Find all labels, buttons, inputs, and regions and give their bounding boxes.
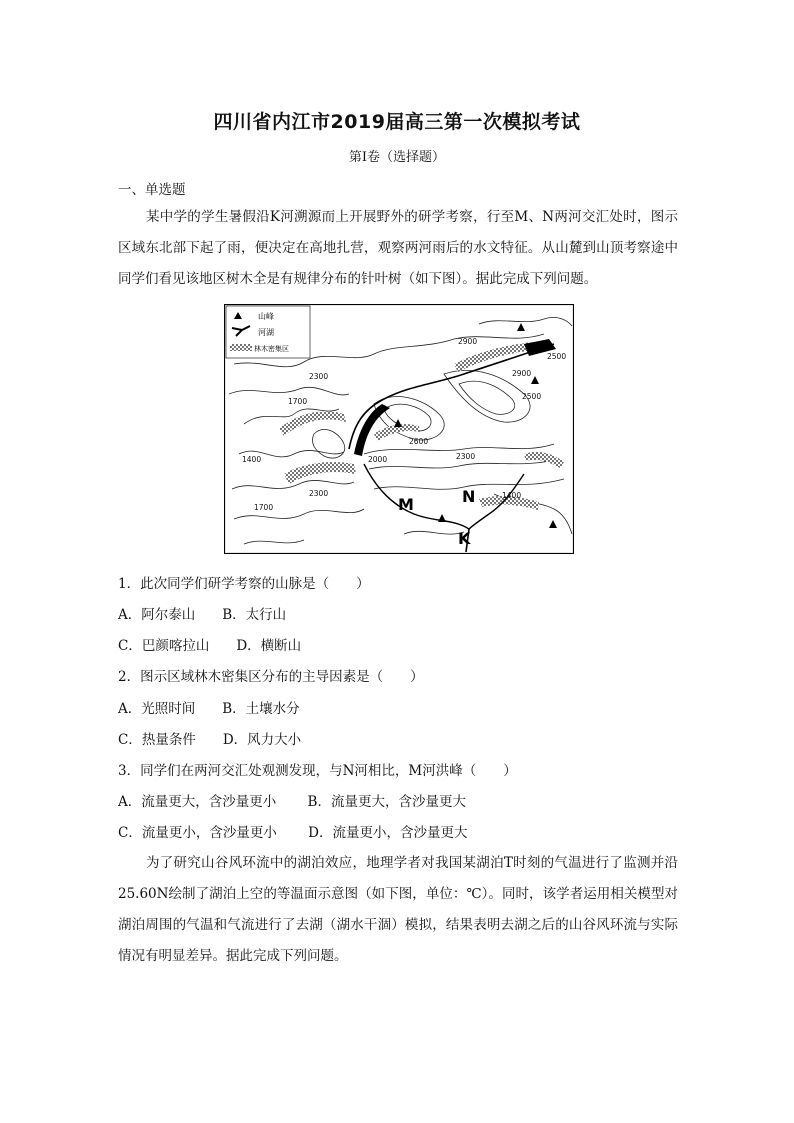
intro-paragraph-2: 为了研究山谷风环流中的湖泊效应，地理学者对我国某湖泊T时刻的气温进行了监测并沿25.60N绘制了湖泊上空的等温面示意图（如下图，单位：℃）。同时，该学者运用相关模型对湖泊周围的气温和气流进行了去湖（湖水干涸）模拟，结果表明去湖之后的山谷风环流与实际情况有明显差异。据此完成下列问题。: [118, 855, 678, 964]
contour-label: 2600: [409, 437, 429, 446]
contour-label: 1400: [502, 491, 522, 500]
contour-label: 1700: [254, 503, 274, 512]
question-2-options-row-2: C．热量条件 D．风力大小: [118, 732, 302, 748]
section-heading: 一、单选题: [118, 182, 186, 198]
legend-label-river: 河湖: [258, 328, 274, 337]
map-legend: [226, 306, 310, 358]
question-3-stem: 3．同学们在两河交汇处观测发现，与N河相比，M河洪峰（ ）: [118, 763, 517, 779]
question-1-options-row-2: C．巴颜喀拉山 D．横断山: [118, 638, 302, 654]
contour-label: 2900: [512, 369, 532, 378]
question-1-options-row-1: A．阿尔泰山 B．太行山: [118, 607, 287, 623]
contour-label: 2500: [547, 352, 567, 361]
question-3-options-row-1: A．流量更大，含沙量更小 B．流量更大，含沙量更大: [118, 794, 466, 810]
question-3-options-row-2: C．流量更小，含沙量更小 D．流量更小，含沙量更大: [118, 825, 468, 841]
contour-label: 1700: [288, 397, 308, 406]
river-label-m: M: [398, 495, 414, 514]
contour-label: 2500: [522, 392, 542, 401]
page-title: 四川省内江市2019届高三第一次模拟考试: [213, 111, 581, 133]
intro-paragraph-1: 某中学的学生暑假沿K河溯源而上开展野外的研学考察，行至M、N两河交汇处时，图示区域东北部下起了雨，便决定在高地扎营，观察两河雨后的水文特征。从山麓到山顶考察途中同学们看见该地区树木全是有规律分布的针叶树（如下图）。据此完成下列问题。: [118, 209, 678, 287]
contour-label: 2300: [309, 489, 329, 498]
contour-label: 2900: [458, 337, 478, 346]
legend-label-forest: 林木密集区: [254, 345, 289, 353]
contour-label: 2000: [368, 455, 388, 464]
contour-label: 2300: [456, 452, 476, 461]
legend-label-peak: 山峰: [258, 312, 274, 321]
forest-legend-icon: [230, 344, 252, 351]
page-subtitle: 第I卷（选择题）: [348, 150, 446, 165]
question-2-options-row-1: A．光照时间 B．土壤水分: [118, 701, 300, 717]
river-label-n: N: [462, 487, 476, 506]
question-2-stem: 2．图示区域林木密集区分布的主导因素是（ ）: [118, 669, 424, 685]
contour-label: 2300: [309, 372, 329, 381]
contour-label: 1400: [242, 455, 262, 464]
question-1-stem: 1．此次同学们研学考察的山脉是（ ）: [118, 576, 370, 592]
river-label-k: K: [458, 529, 471, 548]
topographic-map: [224, 304, 574, 554]
